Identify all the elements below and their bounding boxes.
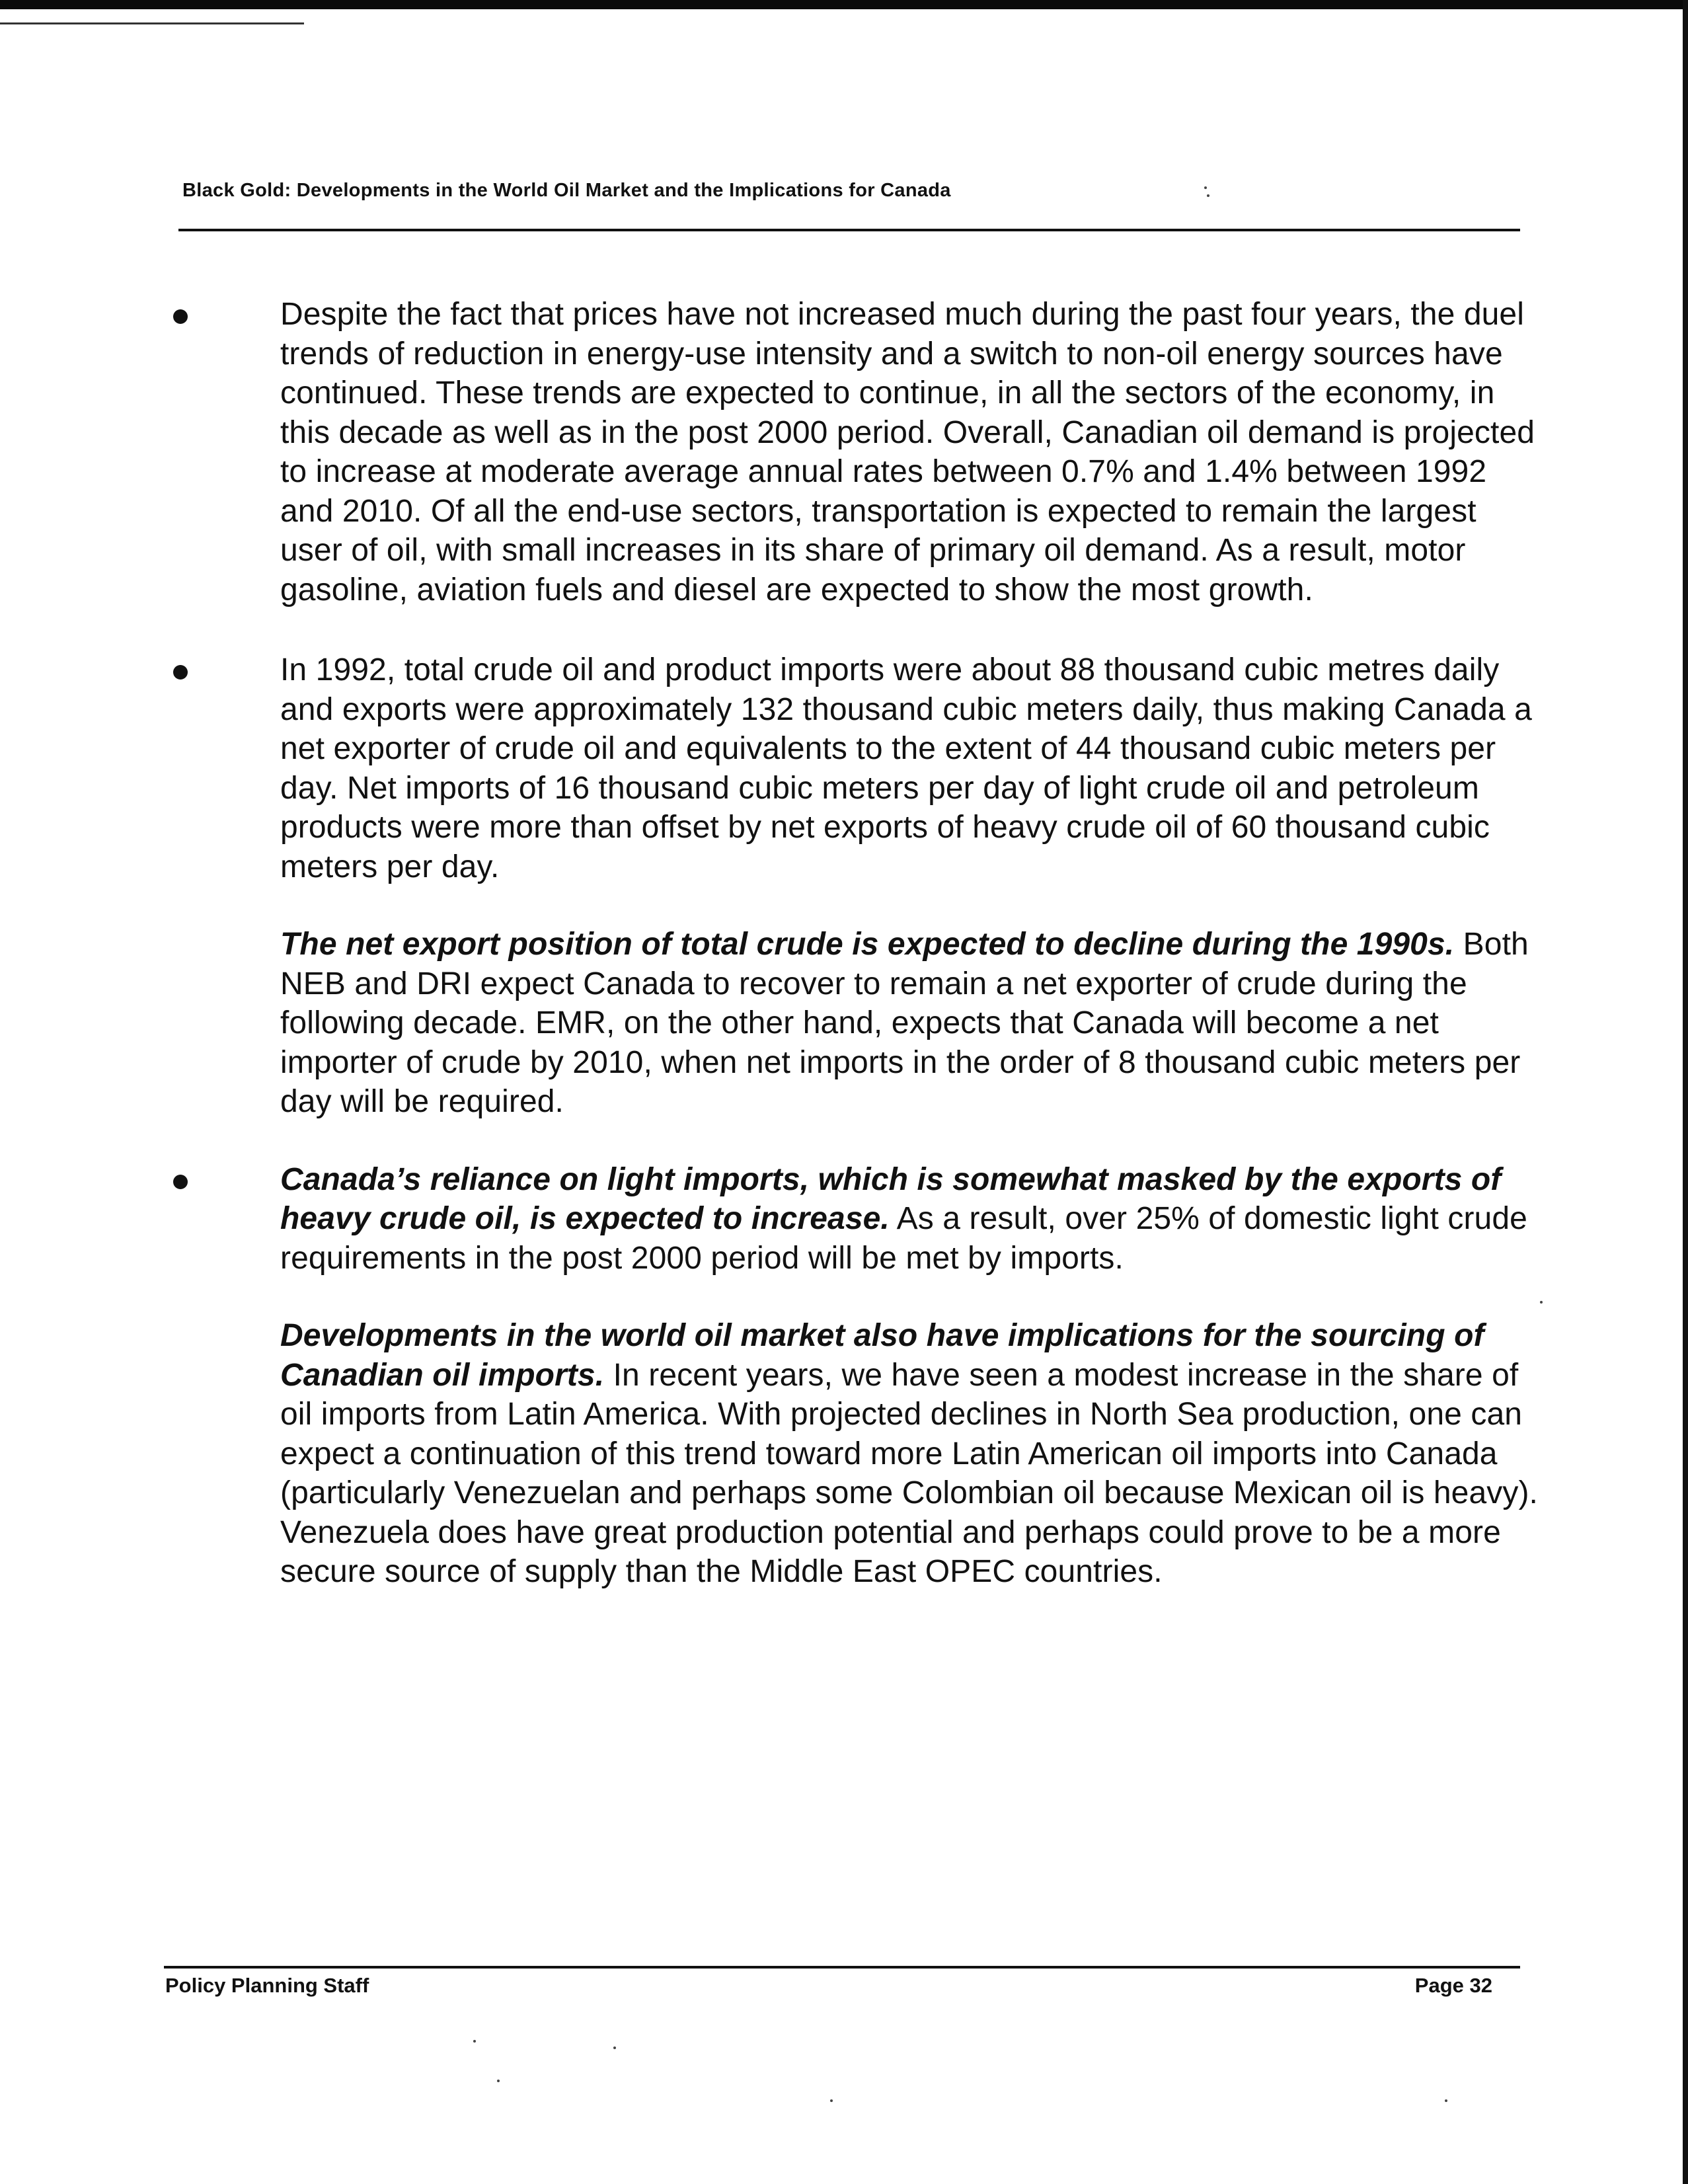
bullet-item [172,295,1540,609]
scan-top-line [0,22,304,24]
bullet-rest: As a result, over 25% of domestic light crude requirements in the post 2000 period will be met by imports. [280,1201,1527,1276]
scan-speck [1540,1301,1543,1304]
running-header: Black Gold: Developments in the World Oil Market and the Implications for Canada [182,180,951,201]
scan-speck [1207,194,1209,197]
header-rule [178,229,1520,231]
scan-speck [1445,2099,1447,2102]
bullet-icon [173,665,188,680]
scan-top-border [0,0,1688,9]
page-number: Page 32 [1414,1974,1492,1997]
scan-right-border [1683,0,1688,2184]
scan-speck [830,2099,833,2102]
paragraph [172,925,1540,1122]
bullet-icon [173,1175,188,1189]
bullet-lead: Canada’s reliance on light imports, which is somewhat masked by the exports of heavy crude oil, is expected to increase. [280,1161,1502,1236]
paragraph-lead: The net export position of total crude is expected to decline during the 1990s. [280,927,1455,962]
footer-left: Policy Planning Staff [165,1974,369,1997]
paragraph [172,1316,1540,1592]
scan-speck [613,2047,616,2049]
paragraph-text [280,1316,1540,1592]
paragraph-lead: Developments in the world oil market also have implications for the sourcing of Canadian oil imports. [280,1318,1484,1393]
bullet-text: Despite the fact that prices have not increased much during the past four years, the duel trends of reduction in energy-use intensity and a switch to non-oil energy sources have continued. These trends are expected to continue, in all the sectors of the economy, in this decade as well as in the post 2000 period. Overall, Canadian oil demand is projected to increase at moderate average annual rates between 0.7% and 1.4% between 1992 and 2010. Of all the end-use sectors, transportation is expected to remain the largest user of oil, with small increases in its share of primary oil demand. As a result, motor gasoline, aviation fuels and diesel are expected to show the most growth. [280,297,1535,607]
paragraph-rest: Both NEB and DRI expect Canada to recover to remain a net exporter of crude during the following decade. EMR, on the other hand, expects that Canada will become a net importer of crude by 2010, when net imports in the order of 8 thousand cubic meters per day will be required. [280,927,1529,1119]
bullet-icon [173,309,188,324]
scan-speck [473,2040,476,2043]
scan-speck [1204,186,1207,189]
paragraph-text [280,925,1540,1122]
scan-speck [497,2080,500,2082]
bullet-text: In 1992, total crude oil and product imports were about 88 thousand cubic metres daily and exports were approximately 132 thousand cubic meters daily, thus making Canada a net exporter of crude oil and equivalents to the extent of 44 thousand cubic meters per day. Net imports of 16 thousand cubic meters per day of light crude oil and petroleum products were more than offset by net exports of heavy crude oil of 60 thousand cubic meters per day. [280,652,1532,884]
bullet-item [172,1160,1540,1278]
page-content [172,295,1540,1592]
bullet-item [172,650,1540,886]
footer-rule [164,1966,1520,1969]
paragraph-rest: In recent years, we have seen a modest increase in the share of oil imports from Latin America. With projected declines in North Sea production, one can expect a continuation of this trend toward more Latin American oil imports into Canada (particularly Venezuelan and perhaps some Colombian oil because Mexican oil is heavy). Venezuela does have great production potential and perhaps could prove to be a more secure source of supply than the Middle East OPEC countries. [280,1357,1538,1589]
bullet-text [280,1160,1540,1278]
